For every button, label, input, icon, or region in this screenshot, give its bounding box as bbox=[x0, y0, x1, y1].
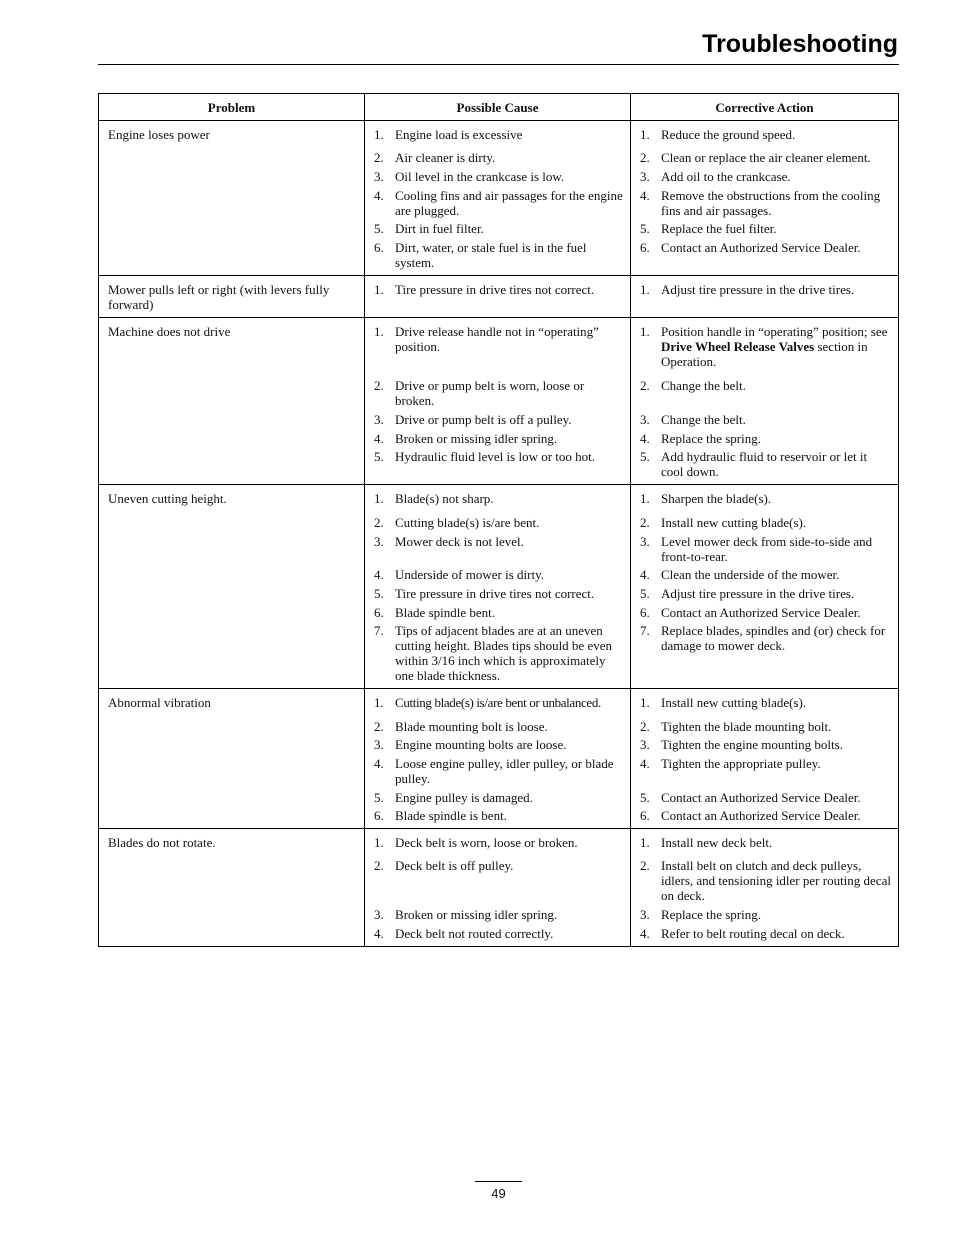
action-item: 2. Clean or replace the air cleaner element. bbox=[640, 150, 871, 165]
action-item: 3. Replace the spring. bbox=[640, 907, 761, 922]
action-item: 6. Contact an Authorized Service Dealer. bbox=[640, 808, 861, 823]
action-item: 5. Contact an Authorized Service Dealer. bbox=[640, 790, 861, 805]
problem-cell bbox=[99, 276, 365, 318]
cause-item: 3. Drive or pump belt is off a pulley. bbox=[374, 412, 572, 427]
action-item: 4. Tighten the appropriate pulley. bbox=[640, 756, 821, 771]
table-header-row bbox=[99, 94, 899, 121]
cause-item: 1. Cutting blade(s) is/are bent or unbalanced. bbox=[374, 695, 601, 710]
problem-cell bbox=[99, 689, 365, 829]
action-cell bbox=[631, 121, 899, 276]
drive-wheel-release-valves-ref: Drive Wheel Release Valves bbox=[661, 339, 815, 354]
action-item: 5. Add hydraulic fluid to reservoir or let it cool down. bbox=[640, 449, 868, 479]
action-item: 4. Refer to belt routing decal on deck. bbox=[640, 926, 845, 941]
table-row bbox=[99, 485, 899, 689]
cause-item: 2. Air cleaner is dirty. bbox=[374, 150, 496, 165]
action-item: 1. Sharpen the blade(s). bbox=[640, 491, 772, 506]
action-item: 4. Remove the obstructions from the cooling fins and air passages. bbox=[640, 188, 881, 218]
header-corrective-action: Corrective Action bbox=[631, 94, 899, 121]
action-item: 6. Contact an Authorized Service Dealer. bbox=[640, 605, 861, 620]
cause-item: 1. Drive release handle not in “operating” position. bbox=[374, 324, 599, 354]
cause-cell bbox=[365, 485, 631, 689]
cause-item: 4. Loose engine pulley, idler pulley, or blade pulley. bbox=[374, 756, 614, 786]
cause-item: 5. Hydraulic fluid level is low or too hot. bbox=[374, 449, 596, 464]
table-row bbox=[99, 318, 899, 485]
action-item: 3. Add oil to the crankcase. bbox=[640, 169, 791, 184]
action-item: 3. Tighten the engine mounting bolts. bbox=[640, 737, 843, 752]
cause-item: 2. Drive or pump belt is worn, loose or broken. bbox=[374, 378, 585, 408]
action-item: 3. Level mower deck from side-to-side and front-to-rear. bbox=[640, 534, 873, 564]
action-item: 1. Install new deck belt. bbox=[640, 835, 773, 850]
table-row bbox=[99, 689, 899, 829]
problem-text: Engine loses power bbox=[108, 127, 210, 142]
problem-cell bbox=[99, 318, 365, 485]
action-item: 2. Change the belt. bbox=[640, 378, 746, 393]
cause-item: 3. Oil level in the crankcase is low. bbox=[374, 169, 565, 184]
cause-item: 6. Blade spindle is bent. bbox=[374, 808, 507, 823]
action-item: 1. Reduce the ground speed. bbox=[640, 127, 796, 142]
action-item: 4. Clean the underside of the mower. bbox=[640, 567, 840, 582]
title-rule bbox=[98, 64, 899, 65]
cause-item: 5. Dirt in fuel filter. bbox=[374, 221, 484, 236]
action-cell bbox=[631, 829, 899, 947]
cause-item: 2. Cutting blade(s) is/are bent. bbox=[374, 515, 540, 530]
cause-item: 5. Engine pulley is damaged. bbox=[374, 790, 533, 805]
action-item: 6. Contact an Authorized Service Dealer. bbox=[640, 240, 861, 255]
action-item: 5. Adjust tire pressure in the drive tires. bbox=[640, 586, 855, 601]
action-item: 1. Adjust tire pressure in the drive tires. bbox=[640, 282, 855, 297]
page-number-rule bbox=[475, 1181, 522, 1182]
cause-item: 4. Deck belt not routed correctly. bbox=[374, 926, 554, 941]
cause-item: 7. Tips of adjacent blades are at an uneven cutting height. Blades tips should be even within 3/16 inch which is approximately one blade thickness. bbox=[374, 623, 612, 683]
cause-item: 3. Broken or missing idler spring. bbox=[374, 907, 558, 922]
action-item: 5. Replace the fuel filter. bbox=[640, 221, 777, 236]
cause-item: 2. Blade mounting bolt is loose. bbox=[374, 719, 548, 734]
action-item: 3. Change the belt. bbox=[640, 412, 746, 427]
cause-item: 4. Underside of mower is dirty. bbox=[374, 567, 544, 582]
cause-item: 6. Blade spindle bent. bbox=[374, 605, 496, 620]
header-problem: Problem bbox=[99, 94, 365, 121]
action-cell bbox=[631, 689, 899, 829]
problem-text: Blades do not rotate. bbox=[108, 835, 216, 850]
cause-cell bbox=[365, 829, 631, 947]
action-cell bbox=[631, 485, 899, 689]
action-item: 1. Install new cutting blade(s). bbox=[640, 695, 807, 710]
cause-cell bbox=[365, 276, 631, 318]
problem-text: Uneven cutting height. bbox=[108, 491, 227, 506]
action-cell bbox=[631, 276, 899, 318]
cause-item: 1. Tire pressure in drive tires not correct. bbox=[374, 282, 595, 297]
action-item: 2. Install belt on clutch and deck pulleys, idlers, and tensioning idler per routing decal on deck. bbox=[640, 858, 891, 903]
cause-item: 4. Broken or missing idler spring. bbox=[374, 431, 558, 446]
table-row bbox=[99, 121, 899, 276]
table-row bbox=[99, 829, 899, 947]
cause-item: 6. Dirt, water, or stale fuel is in the fuel system. bbox=[374, 240, 587, 270]
cause-item: 2. Deck belt is off pulley. bbox=[374, 858, 514, 873]
cause-item: 5. Tire pressure in drive tires not correct. bbox=[374, 586, 595, 601]
action-item: 2. Install new cutting blade(s). bbox=[640, 515, 807, 530]
page-number: 49 bbox=[491, 1186, 506, 1201]
problem-text: Mower pulls left or right (with levers fully forward) bbox=[108, 282, 330, 312]
problem-cell bbox=[99, 829, 365, 947]
problem-cell bbox=[99, 485, 365, 689]
table-row bbox=[99, 276, 899, 318]
cause-item: 1. Blade(s) not sharp. bbox=[374, 491, 494, 506]
problem-text: Machine does not drive bbox=[108, 324, 231, 339]
cause-cell bbox=[365, 121, 631, 276]
cause-item: 1. Engine load is excessive bbox=[374, 127, 523, 142]
action-item: 1. Position handle in “operating” position; see Drive Wheel Release Valves section in Operation. bbox=[640, 324, 888, 369]
header-possible-cause: Possible Cause bbox=[365, 94, 631, 121]
troubleshooting-table bbox=[98, 93, 899, 947]
cause-item: 4. Cooling fins and air passages for the engine are plugged. bbox=[374, 188, 623, 218]
cause-item: 3. Mower deck is not level. bbox=[374, 534, 524, 549]
action-cell bbox=[631, 318, 899, 485]
action-item: 4. Replace the spring. bbox=[640, 431, 761, 446]
problem-cell bbox=[99, 121, 365, 276]
action-item: 7. Replace blades, spindles and (or) check for damage to mower deck. bbox=[640, 623, 886, 653]
problem-text: Abnormal vibration bbox=[108, 695, 211, 710]
cause-item: 3. Engine mounting bolts are loose. bbox=[374, 737, 567, 752]
cause-cell bbox=[365, 689, 631, 829]
cause-cell bbox=[365, 318, 631, 485]
page-title: Troubleshooting bbox=[702, 30, 898, 58]
action-item: 2. Tighten the blade mounting bolt. bbox=[640, 719, 832, 734]
cause-item: 1. Deck belt is worn, loose or broken. bbox=[374, 835, 578, 850]
